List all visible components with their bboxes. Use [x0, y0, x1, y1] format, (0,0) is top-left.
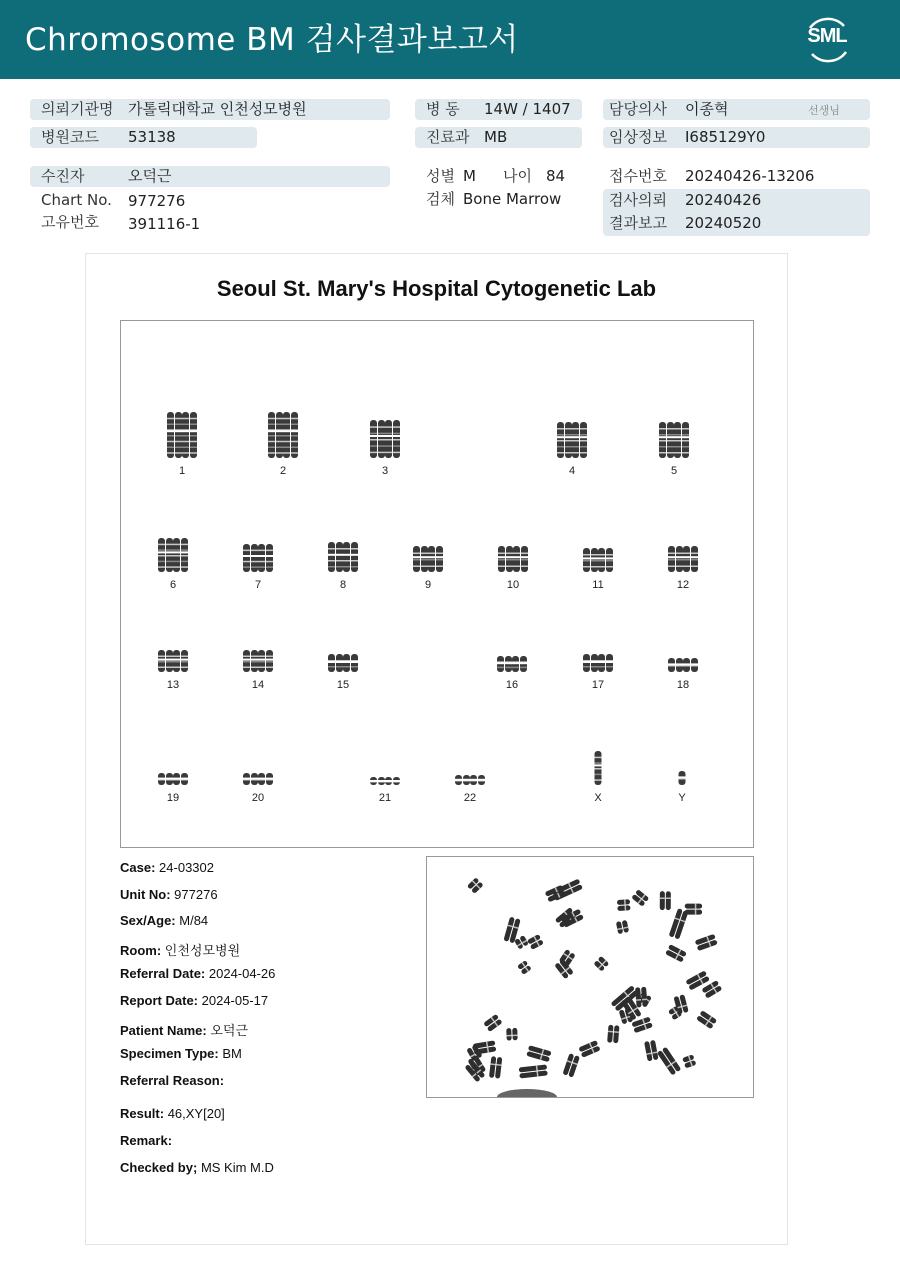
receipt-value: 20240426-13206 [685, 167, 815, 185]
lab-title: Seoul St. Mary's Hospital Cytogenetic Lab [216, 276, 657, 301]
chromosome-pair-17 [581, 653, 615, 673]
id-label: 고유번호 [41, 213, 99, 231]
id-value: 391116-1 [128, 215, 201, 233]
report-date-value: 20240520 [685, 214, 762, 232]
chromosome-label-10: 10 [506, 579, 520, 591]
chromosome-label-16: 16 [505, 679, 519, 691]
chromosome-pair-1 [165, 411, 199, 459]
metaphase-chromosome [696, 1010, 717, 1029]
field-room: Room: 인천성모병원 [120, 943, 241, 958]
chart-label: Chart No. [41, 191, 112, 209]
metaphase-chromosome [562, 1053, 580, 1078]
metaphase-chromosome [607, 1025, 619, 1044]
chromosome-pair-14 [241, 649, 275, 673]
chromosome-pair-8 [326, 541, 360, 573]
metaphase-chromosome [506, 1028, 517, 1041]
sex-value: M [463, 167, 476, 185]
chromosome-pair-6 [156, 537, 190, 573]
chromosome-pair-18 [666, 657, 700, 673]
logo-text: SML [807, 25, 847, 47]
chromosome-label-15: 15 [336, 679, 350, 691]
metaphase-chromosome [593, 956, 609, 972]
chromosome-pair-7 [241, 543, 275, 573]
chromosome-pair-16 [495, 655, 529, 673]
metaphase-chromosome [473, 1040, 497, 1054]
chromosome-label-8: 8 [339, 579, 347, 591]
chromosome-label-18: 18 [676, 679, 690, 691]
specimen-label: 검체 [426, 190, 455, 208]
chromosome-pair-5 [657, 421, 691, 459]
field-referral-date: Referral Date: 2024-04-26 [120, 966, 276, 981]
chromosome-label-3: 3 [381, 465, 389, 477]
chromosome-pair-11 [581, 547, 615, 573]
specimen-value: Bone Marrow [463, 190, 562, 208]
metaphase-chromosome [660, 891, 671, 910]
receipt-label: 접수번호 [609, 167, 667, 185]
chromosome-pair-12 [666, 545, 700, 573]
metaphase-chromosome [514, 935, 529, 950]
clinical-value: I685129Y0 [685, 128, 766, 146]
karyogram [120, 320, 754, 848]
metaphase-chromosome [657, 1047, 682, 1076]
chromosome-label-21: 21 [378, 792, 392, 804]
chromosome-label-17: 17 [591, 679, 605, 691]
dept-label: 진료과 [426, 128, 470, 146]
chromosome-pair-19 [156, 772, 190, 786]
chromosome-pair-15 [326, 653, 360, 673]
chromosome-pair-21 [368, 776, 402, 786]
dept-value: MB [484, 128, 508, 146]
metaphase-chromosome [631, 889, 649, 907]
field-patient-name: Patient Name: 오덕근 [120, 1023, 249, 1038]
metaphase-chromosome [483, 1014, 502, 1032]
request-label: 검사의뢰 [609, 191, 667, 209]
hospital-code-value: 53138 [128, 128, 176, 146]
report-title: Chromosome BM 검사결과보고서 [25, 22, 519, 58]
chromosome-label-x: X [594, 792, 602, 804]
metaphase-chromosome [695, 934, 718, 951]
chromosome-label-12: 12 [676, 579, 690, 591]
remark-line: Remark: [120, 1133, 173, 1148]
chromosome-label-6: 6 [169, 579, 177, 591]
chromosome-label-13: 13 [166, 679, 180, 691]
chromosome-label-22: 22 [463, 792, 477, 804]
field-specimen-type: Specimen Type: BM [120, 1046, 242, 1061]
chromosome-pair-3 [368, 419, 402, 459]
ward-value: 14W / 1407 [484, 100, 571, 118]
metaphase-chromosome [644, 1040, 659, 1062]
patient-label: 수진자 [41, 167, 85, 185]
hospital-code-label: 병원코드 [41, 128, 99, 146]
metaphase-chromosome [617, 899, 631, 911]
metaphase-chromosome [578, 1040, 600, 1058]
chromosome-pair-13 [156, 649, 190, 673]
chromosome-label-9: 9 [424, 579, 432, 591]
clinical-label: 임상정보 [609, 128, 667, 146]
chromosome-pair-9 [411, 545, 445, 573]
chromosome-label-1: 1 [178, 465, 186, 477]
chromosome-label-4: 4 [568, 465, 576, 477]
chromosome-label-11: 11 [592, 579, 604, 591]
chromosome-pair-x [591, 750, 605, 786]
chromosome-pair-22 [453, 774, 487, 786]
chromosome-pair-y [675, 770, 689, 786]
sex-label: 성별 [426, 167, 455, 185]
metaphase-image [426, 856, 754, 1098]
karyotype-report [85, 253, 788, 1245]
chromosome-label-5: 5 [670, 465, 678, 477]
metaphase-chromosome [526, 1045, 551, 1062]
metaphase-chromosome [527, 934, 544, 950]
metaphase-chromosome [669, 908, 689, 939]
nucleus-fragment [497, 1089, 557, 1097]
request-value: 20240426 [685, 191, 762, 209]
metaphase-chromosome [467, 877, 484, 894]
metaphase-chromosome [665, 944, 687, 963]
chromosome-label-14: 14 [251, 679, 265, 691]
chromosome-pair-20 [241, 772, 275, 786]
doctor-value: 이종혁 [685, 100, 729, 118]
result-line: Result: 46,XY[20] [120, 1106, 225, 1121]
chromosome-label-19: 19 [166, 792, 180, 804]
field-case: Case: 24-03302 [120, 860, 214, 875]
doctor-suffix: 선생님 [808, 104, 840, 117]
patient-value: 오덕근 [128, 167, 172, 185]
chromosome-pair-2 [266, 411, 300, 459]
chromosome-pair-4 [555, 421, 589, 459]
field-report-date: Report Date: 2024-05-17 [120, 993, 269, 1008]
chromosome-label-20: 20 [251, 792, 265, 804]
checked-line: Checked by; MS Kim M.D [120, 1160, 274, 1175]
header-bar [0, 0, 900, 79]
institution-label: 의뢰기관명 [41, 100, 114, 118]
chromosome-label-y: Y [678, 792, 686, 804]
field-referral-reason: Referral Reason: [120, 1073, 225, 1088]
field-sex-age: Sex/Age: M/84 [120, 913, 209, 928]
doctor-label: 담당의사 [609, 100, 667, 118]
field-unit-no: Unit No: 977276 [120, 887, 218, 902]
metaphase-chromosome [489, 1056, 502, 1079]
metaphase-chromosome [616, 920, 629, 934]
ward-label: 병 동 [426, 100, 460, 118]
sml-logo [800, 12, 854, 66]
report-date-label: 결과보고 [609, 214, 667, 232]
chart-value: 977276 [128, 192, 186, 210]
age-label: 나이 [503, 167, 532, 185]
chromosome-label-2: 2 [279, 465, 287, 477]
metaphase-chromosome [682, 1054, 696, 1068]
chromosome-label-7: 7 [254, 579, 262, 591]
age-value: 84 [546, 167, 566, 185]
chromosome-pair-10 [496, 545, 530, 573]
metaphase-chromosome [519, 1064, 548, 1078]
metaphase-chromosome [517, 960, 532, 975]
institution-value: 가톨릭대학교 인천성모병원 [128, 100, 307, 118]
